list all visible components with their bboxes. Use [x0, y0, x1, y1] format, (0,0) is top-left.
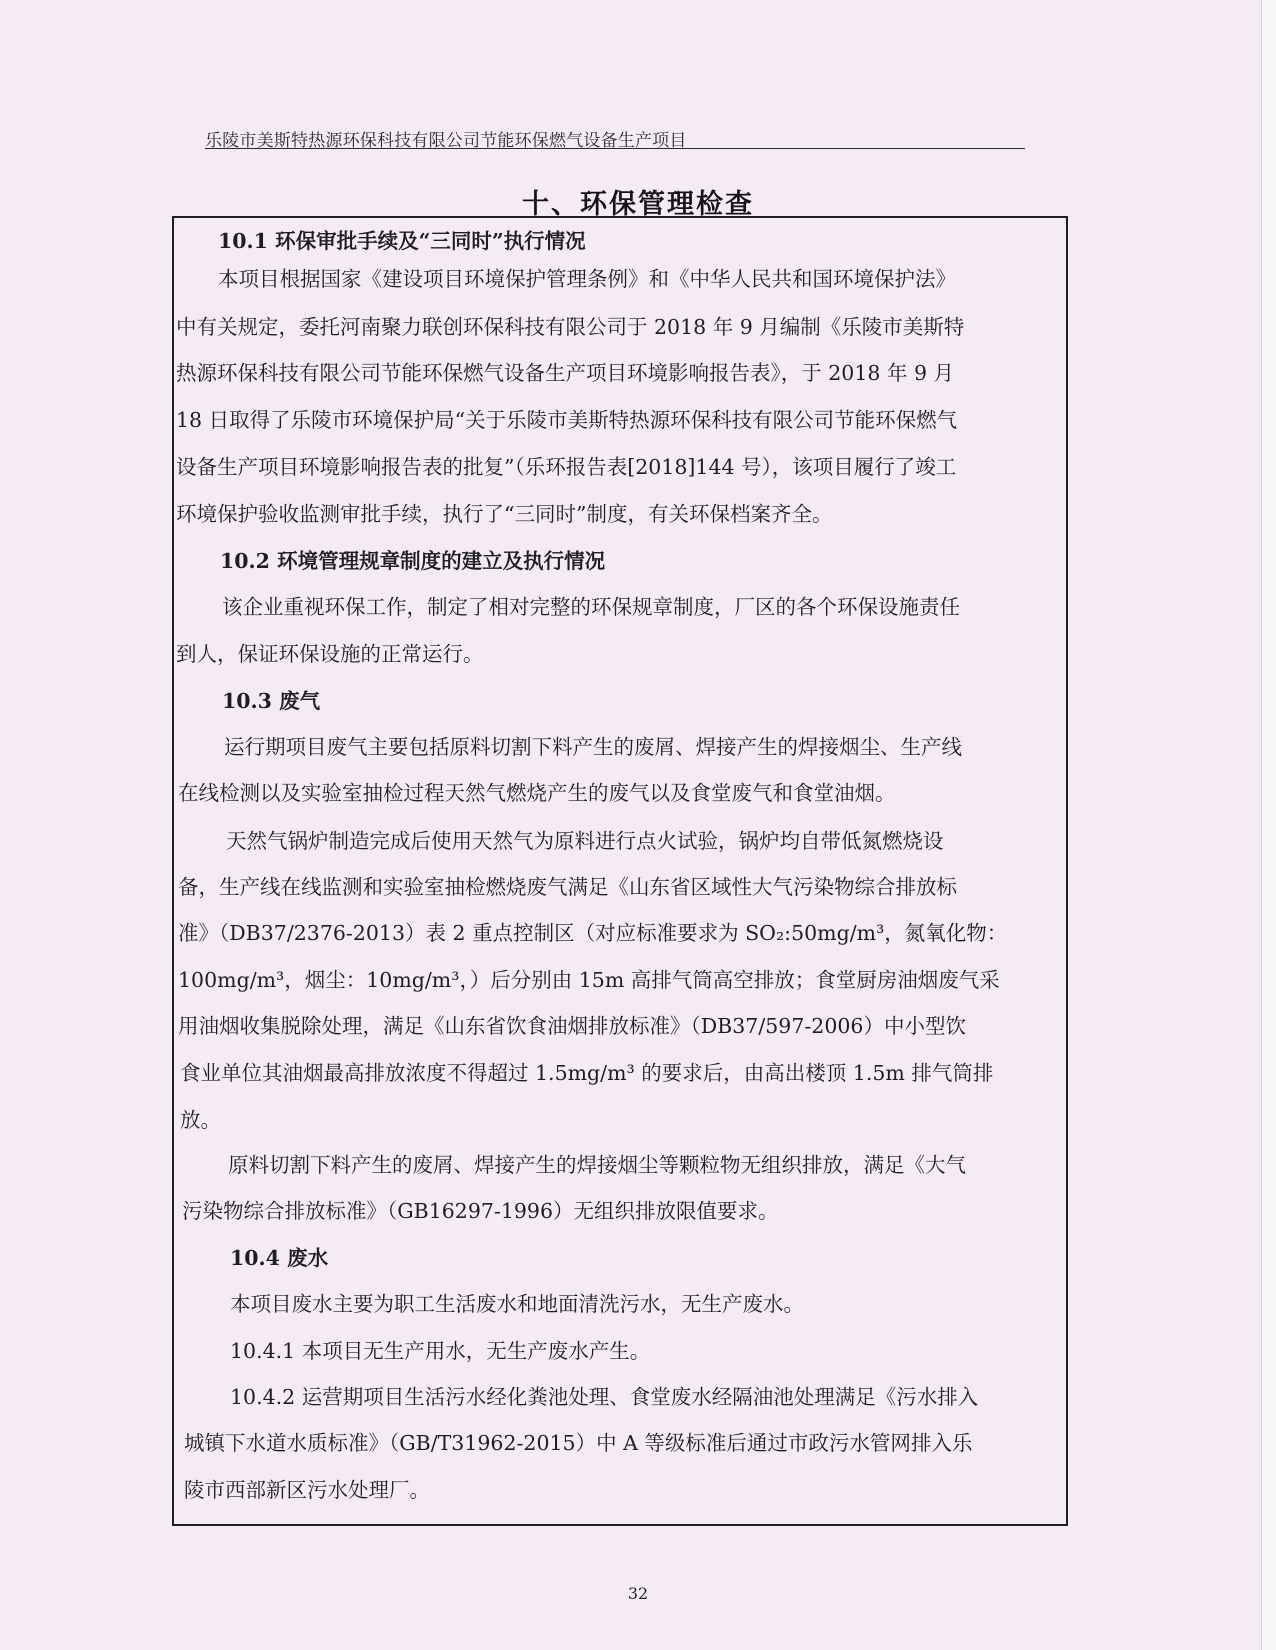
page-edge — [1261, 0, 1276, 1650]
list-item: 10.4.2 运营期项目生活污水经化粪池处理、食堂废水经隔油池处理满足《污水排入 — [230, 1385, 979, 1409]
paragraph-line: 运行期项目废气主要包括原料切割下料产生的废屑、焊接产生的焊接烟尘、生产线 — [224, 735, 962, 759]
chapter-title: 十、环保管理检查 — [522, 189, 754, 220]
paragraph-line: 设备生产项目环境影响报告表的批复”（乐环报告表[2018]144 号），该项目履行了竣工 — [176, 455, 957, 479]
paragraph-line: 城镇下水道水质标准》（GB/T31962-2015）中 A 等级标准后通过市政污水管网排入乐 — [184, 1431, 973, 1455]
header-rule — [205, 148, 1025, 149]
section-heading-10-1: 10.1 环保审批手续及“三同时”执行情况 — [218, 229, 586, 253]
paragraph-line: 原料切割下料产生的废屑、焊接产生的焊接烟尘等颗粒物无组织排放，满足《大气 — [228, 1153, 966, 1177]
running-header: 乐陵市美斯特热源环保科技有限公司节能环保燃气设备生产项目 — [205, 131, 687, 151]
paragraph-line: 中有关规定，委托河南聚力联创环保科技有限公司于 2018 年 9 月编制《乐陵市美斯特 — [176, 315, 965, 339]
paragraph-line: 18 日取得了乐陵市环境保护局“关于乐陵市美斯特热源环保科技有限公司节能环保燃气 — [176, 408, 958, 432]
section-heading-10-4: 10.4 废水 — [230, 1246, 329, 1270]
paragraph-line: 准》（DB37/2376-2013）表 2 重点控制区（对应标准要求为 SO₂:50mg/m³，氮氧化物： — [178, 921, 1008, 945]
paragraph-line: 污染物综合排放标准》（GB16297-1996）无组织排放限值要求。 — [182, 1199, 779, 1223]
section-heading-10-2: 10.2 环境管理规章制度的建立及执行情况 — [220, 549, 606, 573]
section-heading-10-3: 10.3 废气 — [222, 689, 321, 713]
list-item: 10.4.1 本项目无生产用水，无生产废水产生。 — [230, 1339, 651, 1363]
paragraph-line: 食业单位其油烟最高排放浓度不得超过 1.5mg/m³ 的要求后，由高出楼顶 1.5m 排气筒排 — [180, 1061, 994, 1085]
paragraph-line: 在线检测以及实验室抽检过程天然气燃烧产生的废气以及食堂废气和食堂油烟。 — [178, 781, 896, 805]
paragraph-line: 热源环保科技有限公司节能环保燃气设备生产项目环境影响报告表》，于 2018 年 9 月 — [176, 361, 955, 385]
paragraph-line: 本项目废水主要为职工生活废水和地面清洗污水，无生产废水。 — [230, 1292, 804, 1316]
paragraph-line: 用油烟收集脱除处理，满足《山东省饮食油烟排放标准》（DB37/597-2006）中小型饮 — [178, 1014, 966, 1038]
paragraph-line: 该企业重视环保工作，制定了相对完整的环保规章制度，厂区的各个环保设施责任 — [222, 595, 960, 619]
paragraph-line: 陵市西部新区污水处理厂。 — [184, 1478, 430, 1502]
page-number: 32 — [627, 1584, 649, 1603]
paragraph-line: 天然气锅炉制造完成后使用天然气为原料进行点火试验，锅炉均自带低氮燃烧设 — [226, 829, 944, 853]
paragraph-line: 100mg/m³，烟尘：10mg/m³，）后分别由 15m 高排气筒高空排放；食堂厨房油烟废气采 — [178, 968, 1000, 992]
paragraph-line: 环境保护验收监测审批手续，执行了“三同时”制度，有关环保档案齐全。 — [176, 502, 833, 526]
paragraph-line: 备，生产线在线监测和实验室抽检燃烧废气满足《山东省区域性大气污染物综合排放标 — [178, 875, 957, 899]
paragraph-line: 放。 — [180, 1108, 221, 1132]
paragraph-line: 本项目根据国家《建设项目环境保护管理条例》和《中华人民共和国环境保护法》 — [218, 267, 956, 291]
paragraph-line: 到人，保证环保设施的正常运行。 — [176, 642, 484, 666]
